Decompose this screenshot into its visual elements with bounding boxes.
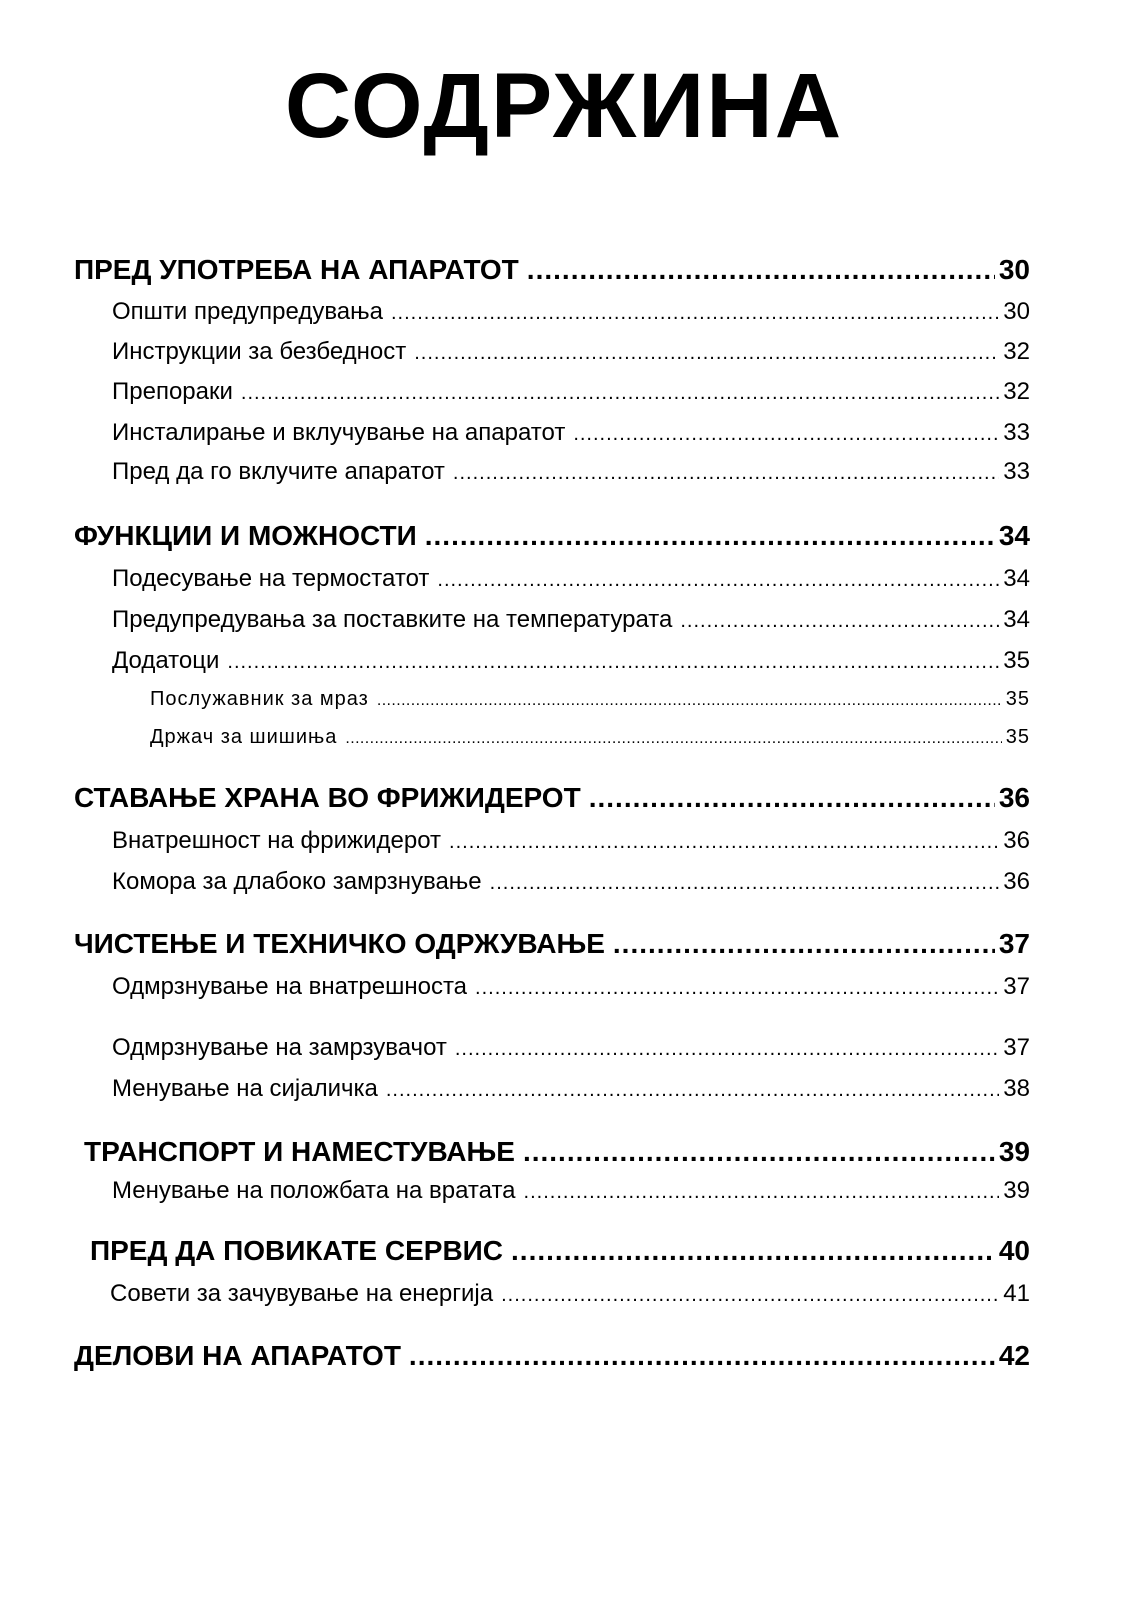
dot-leader xyxy=(437,569,999,592)
toc-page-number: 36 xyxy=(1003,868,1030,895)
toc-page-number: 36 xyxy=(1003,827,1030,854)
toc-subentry-label: Послужавник за мраз xyxy=(150,688,369,710)
toc-page-number: 30 xyxy=(998,254,1030,285)
toc-entry[interactable] xyxy=(112,419,1030,447)
toc-page-number: 35 xyxy=(1005,688,1030,710)
dot-leader xyxy=(453,462,999,485)
toc-entry[interactable] xyxy=(112,827,1030,855)
toc-entry[interactable] xyxy=(112,458,1030,486)
dot-leader xyxy=(527,254,995,286)
toc-page-number: 30 xyxy=(1003,298,1030,325)
dot-leader xyxy=(449,831,999,854)
toc-entry-label: Комора за длабоко замрзнување xyxy=(112,868,482,895)
toc-entry-label: Предупредувања за поставките на температурата xyxy=(112,606,673,633)
toc-entry-label: Додатоци xyxy=(112,647,220,674)
toc-subentry-label: Држач за шишиња xyxy=(150,726,338,748)
dot-leader xyxy=(241,382,999,405)
toc-entry-label: Препораки xyxy=(112,378,233,405)
toc-page-number: 42 xyxy=(998,1340,1030,1371)
dot-leader xyxy=(414,342,999,365)
dot-leader xyxy=(409,1340,995,1372)
dot-leader xyxy=(345,730,1001,748)
toc-entry-label: Менување на положбата на вратата xyxy=(112,1177,516,1204)
toc-section-label: ДЕЛОВИ НА АПАРАТОТ xyxy=(74,1340,401,1371)
toc-subentry[interactable] xyxy=(150,688,1030,711)
toc-page-number: 39 xyxy=(998,1136,1030,1167)
dot-leader xyxy=(377,692,1002,710)
toc-page-number: 37 xyxy=(1003,973,1030,1000)
toc-entry-label: Подесување на термостатот xyxy=(112,565,430,592)
dot-leader xyxy=(524,1181,1000,1204)
dot-leader xyxy=(391,302,999,325)
toc-page-number: 34 xyxy=(998,520,1030,551)
toc-section-before-use[interactable] xyxy=(74,254,1030,286)
toc-page-number: 39 xyxy=(1003,1177,1030,1204)
toc-entry[interactable] xyxy=(112,973,1030,1001)
toc-entry[interactable] xyxy=(112,1075,1030,1103)
toc-entry[interactable] xyxy=(112,647,1030,675)
toc-page-number: 34 xyxy=(1003,565,1030,592)
toc-page-number: 38 xyxy=(1003,1075,1030,1102)
toc-page-number: 33 xyxy=(1003,419,1030,446)
toc-page-number: 35 xyxy=(1003,647,1030,674)
toc-entry-label: Инсталирање и вклучување на апаратот xyxy=(112,419,566,446)
toc-section-features[interactable] xyxy=(74,520,1030,552)
toc-page-number: 36 xyxy=(998,782,1030,813)
toc-entry-label: Општи предупредувања xyxy=(112,298,383,325)
page-title: СОДРЖИНА xyxy=(284,55,844,157)
toc-entry[interactable] xyxy=(112,565,1030,593)
toc-entry-label: Одмрзнување на замрзувачот xyxy=(112,1034,447,1061)
toc-section-parts[interactable] xyxy=(74,1340,1030,1372)
dot-leader xyxy=(680,610,999,633)
toc-page-number: 34 xyxy=(1003,606,1030,633)
toc-section-label: ТРАНСПОРТ И НАМЕСТУВАЊЕ xyxy=(84,1136,515,1167)
toc-entry[interactable] xyxy=(112,868,1030,896)
dot-leader xyxy=(425,520,995,552)
toc-entry-label: Инструкции за безбедност xyxy=(112,338,407,365)
toc-page-number: 32 xyxy=(1003,338,1030,365)
toc-section-label: ПРЕД ДА ПОВИКАТЕ СЕРВИС xyxy=(90,1235,504,1266)
toc-entry-label: Внатрешност на фрижидерот xyxy=(112,827,442,854)
toc-entry[interactable] xyxy=(112,1177,1030,1205)
dot-leader xyxy=(475,977,999,1000)
toc-entry[interactable] xyxy=(112,298,1030,326)
toc-section-label: ПРЕД УПОТРЕБА НА АПАРАТОТ xyxy=(74,254,519,285)
dot-leader xyxy=(589,782,995,814)
toc-page-number: 33 xyxy=(1003,458,1030,485)
toc-entry[interactable] xyxy=(112,338,1030,366)
toc-section-storing-food[interactable] xyxy=(74,782,1030,814)
toc-page-number: 37 xyxy=(998,928,1030,959)
dot-leader xyxy=(455,1038,999,1061)
toc-section-label: ФУНКЦИИ И МОЖНОСТИ xyxy=(74,520,417,551)
toc-page-number: 40 xyxy=(998,1235,1030,1266)
dot-leader xyxy=(490,872,1000,895)
toc-section-cleaning[interactable] xyxy=(74,928,1030,960)
toc-entry-label: Совети за зачувување на енергија xyxy=(110,1280,494,1307)
dot-leader xyxy=(501,1284,999,1307)
toc-entry-label: Одмрзнување на внатрешноста xyxy=(112,973,468,1000)
dot-leader xyxy=(613,928,995,960)
toc-entry[interactable] xyxy=(112,606,1030,634)
toc-entry-label: Менување на сијаличка xyxy=(112,1075,378,1102)
toc-section-before-service[interactable] xyxy=(90,1235,1030,1267)
toc-entry[interactable] xyxy=(112,378,1030,406)
dot-leader xyxy=(573,423,999,446)
dot-leader xyxy=(227,651,999,674)
toc-page-number: 37 xyxy=(1003,1034,1030,1061)
dot-leader xyxy=(386,1079,999,1102)
toc-page-number: 35 xyxy=(1005,726,1030,748)
toc-page-number: 41 xyxy=(1003,1280,1030,1307)
toc-entry[interactable] xyxy=(110,1280,1030,1308)
toc-page-number: 32 xyxy=(1003,378,1030,405)
toc-entry-label: Пред да го вклучите апаратот xyxy=(112,458,445,485)
toc-section-label: ЧИСТЕЊЕ И ТЕХНИЧКО ОДРЖУВАЊЕ xyxy=(74,928,605,959)
dot-leader xyxy=(523,1136,995,1168)
toc-subentry[interactable] xyxy=(150,726,1030,749)
toc-section-transport[interactable] xyxy=(84,1136,1030,1168)
dot-leader xyxy=(511,1235,995,1267)
toc-entry[interactable] xyxy=(112,1034,1030,1062)
toc-section-label: СТАВАЊЕ ХРАНА ВО ФРИЖИДЕРОТ xyxy=(74,782,581,813)
